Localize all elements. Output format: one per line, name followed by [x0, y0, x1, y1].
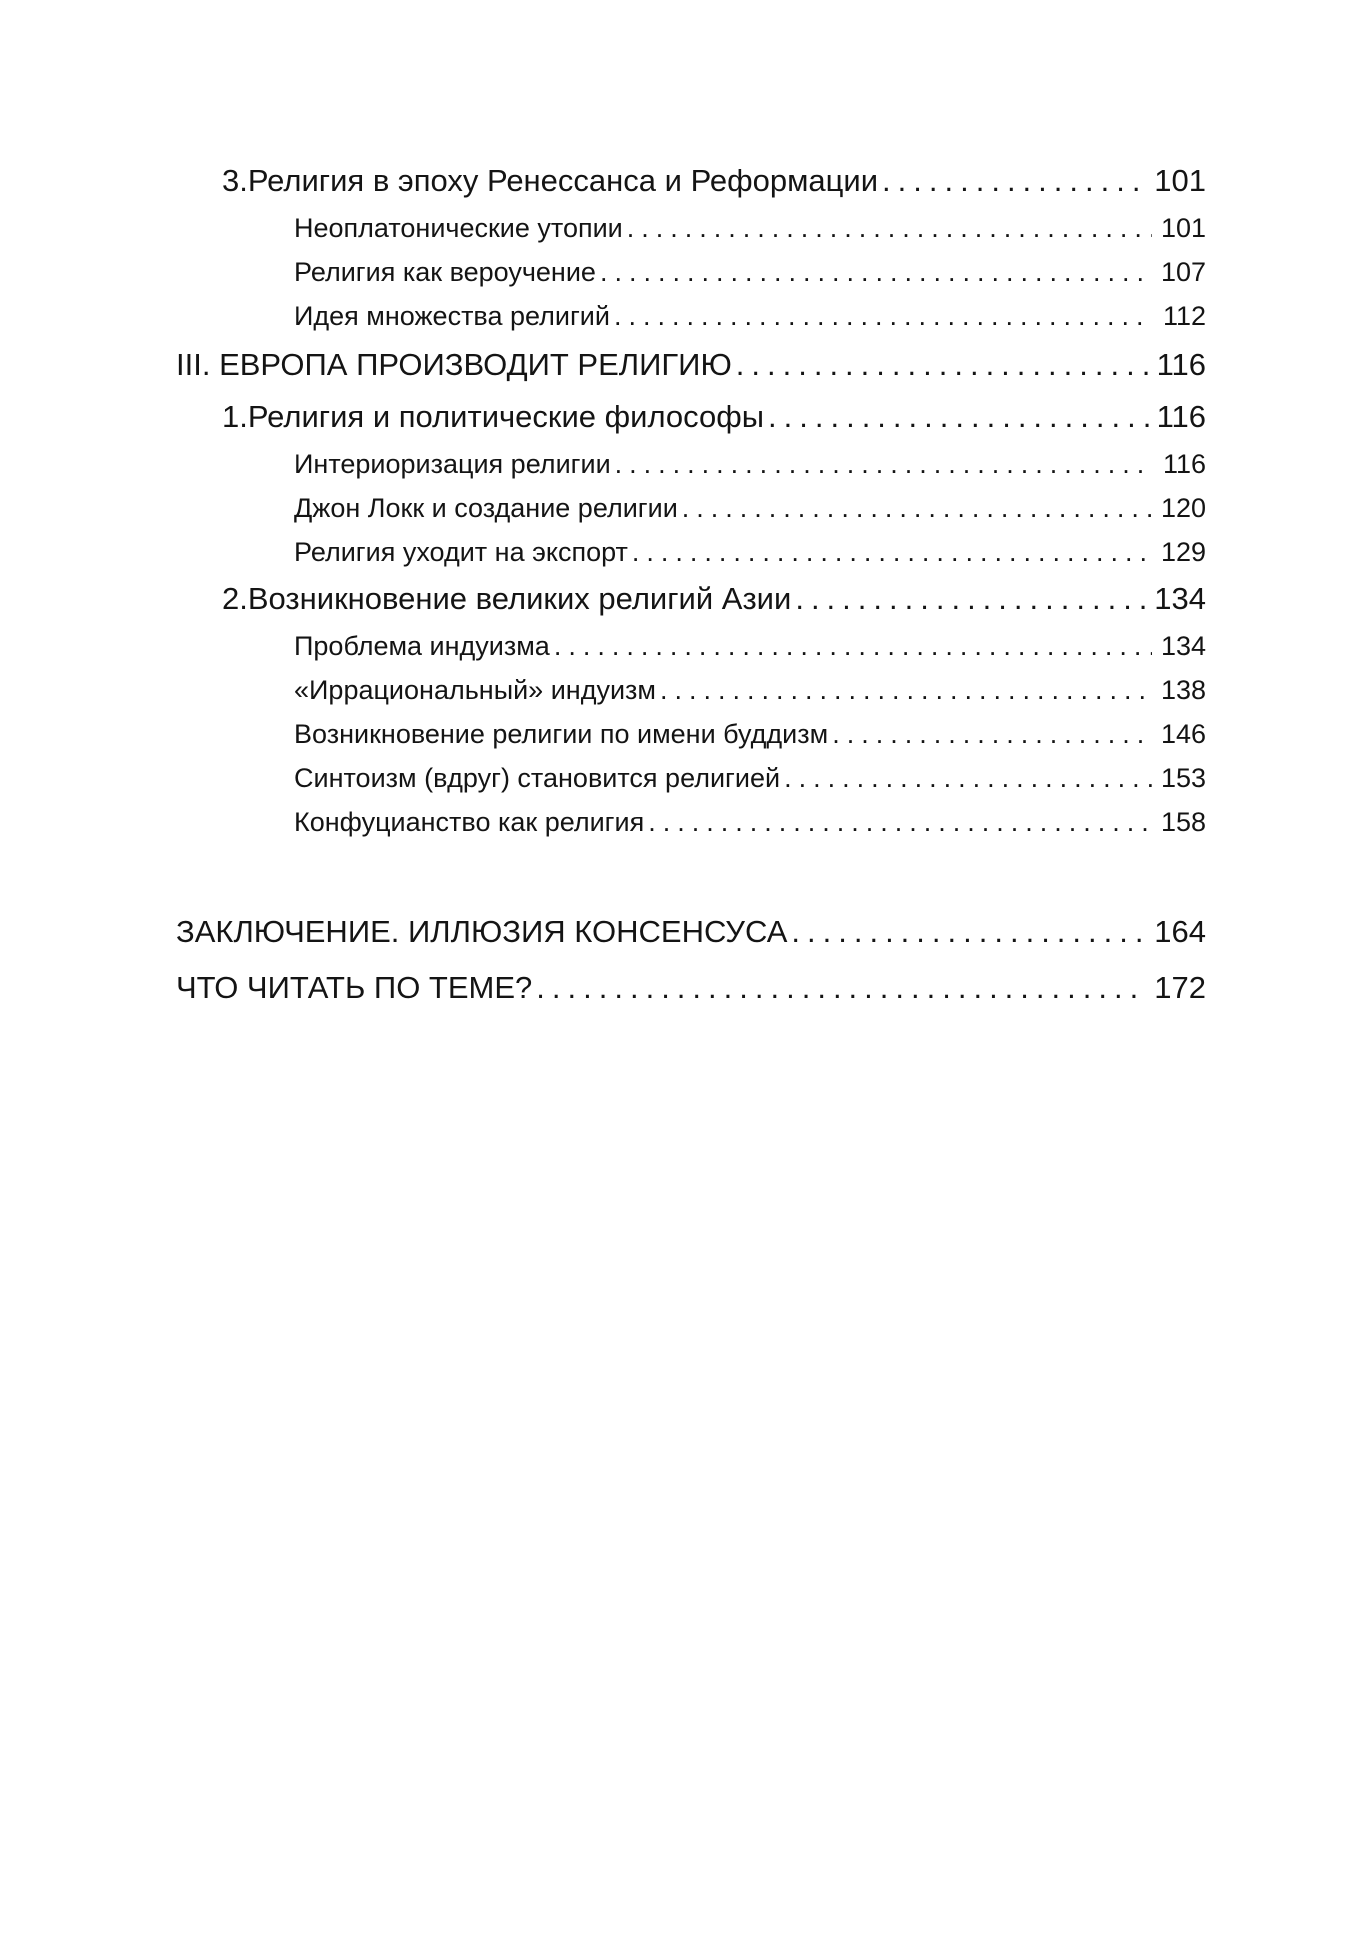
leader-dots [660, 668, 1152, 712]
page-number: 134 [1154, 581, 1206, 616]
toc-section-entry[interactable] [176, 250, 1206, 294]
page-number: 146 [1160, 719, 1206, 749]
section-title: Джон Локк и создание религии [294, 493, 678, 523]
toc-section-entry[interactable] [176, 756, 1206, 800]
closing-entries [176, 904, 1206, 1016]
toc-chapter-entry[interactable] [176, 574, 1206, 624]
page-number: 153 [1160, 763, 1206, 793]
toc-section-entry[interactable] [176, 624, 1206, 668]
page-number: 107 [1160, 257, 1206, 287]
toc-conclusion-entry[interactable] [176, 904, 1206, 960]
toc-section-entry[interactable] [176, 206, 1206, 250]
toc-section-entry[interactable] [176, 294, 1206, 338]
toc-section-entry[interactable] [176, 712, 1206, 756]
page-number: 129 [1160, 537, 1206, 567]
leader-dots [795, 574, 1148, 624]
page-number: 172 [1154, 970, 1206, 1005]
leader-dots [614, 294, 1152, 338]
chapter-title: Религия и политические философы [247, 399, 765, 434]
chapter-number: 3. [222, 163, 248, 198]
toc-chapter-entry[interactable] [176, 156, 1206, 206]
section-title: Возникновение религии по имени буддизм [294, 719, 829, 749]
toc-part-entry[interactable] [176, 338, 1206, 392]
chapter-title: Религия в эпоху Ренессанса и Реформации [247, 163, 879, 198]
leader-dots [832, 712, 1152, 756]
toc-further-reading-entry[interactable] [176, 960, 1206, 1016]
chapter-title: Возникновение великих религий Азии [247, 581, 792, 616]
page-number: 101 [1160, 213, 1206, 243]
leader-dots [554, 624, 1152, 668]
part-title: III. ЕВРОПА ПРОИЗВОДИТ РЕЛИГИЮ [176, 347, 732, 382]
page-number: 158 [1160, 807, 1206, 837]
page-number: 116 [1162, 449, 1206, 479]
leader-dots [736, 338, 1151, 392]
chapter-number: 2. [222, 581, 248, 616]
section-title: Конфуцианство как религия [294, 807, 645, 837]
toc-chapter-entry[interactable] [176, 392, 1206, 442]
section-title: Синтоизм (вдруг) становится религией [294, 763, 781, 793]
leader-dots [791, 904, 1148, 960]
section-title: Религия уходит на экспорт [294, 537, 628, 567]
leader-dots [600, 250, 1152, 294]
leader-dots [632, 530, 1152, 574]
toc-section-entry[interactable] [176, 486, 1206, 530]
section-title: Религия как вероучение [294, 257, 596, 287]
section-title: Идея множества религий [294, 301, 610, 331]
table-of-contents [176, 156, 1206, 1016]
page-number: 134 [1160, 631, 1206, 661]
leader-dots [536, 960, 1148, 1016]
leader-dots [627, 206, 1152, 250]
page-number: 138 [1160, 675, 1206, 705]
page-number: 164 [1154, 914, 1206, 949]
leader-dots [784, 756, 1152, 800]
further-reading-title: ЧТО ЧИТАТЬ ПО ТЕМЕ? [176, 970, 533, 1005]
page-number: 116 [1156, 399, 1206, 434]
leader-dots [682, 486, 1152, 530]
section-title: «Иррациональный» индуизм [294, 675, 656, 705]
page-number: 116 [1156, 347, 1206, 382]
section-title: Интериоризация религии [294, 449, 611, 479]
section-title: Проблема индуизма [294, 631, 550, 661]
page-number: 101 [1154, 163, 1206, 198]
toc-section-entry[interactable] [176, 442, 1206, 486]
toc-section-entry[interactable] [176, 800, 1206, 844]
toc-section-entry[interactable] [176, 530, 1206, 574]
section-title: Неоплатонические утопии [294, 213, 623, 243]
leader-dots [882, 156, 1148, 206]
page-number: 112 [1162, 301, 1206, 331]
leader-dots [768, 392, 1151, 442]
chapter-number: 1. [222, 399, 248, 434]
leader-dots [615, 442, 1152, 486]
leader-dots [648, 800, 1152, 844]
conclusion-title: ЗАКЛЮЧЕНИЕ. ИЛЛЮЗИЯ КОНСЕНСУСА [176, 914, 788, 949]
page-number: 120 [1160, 493, 1206, 523]
toc-section-entry[interactable] [176, 668, 1206, 712]
